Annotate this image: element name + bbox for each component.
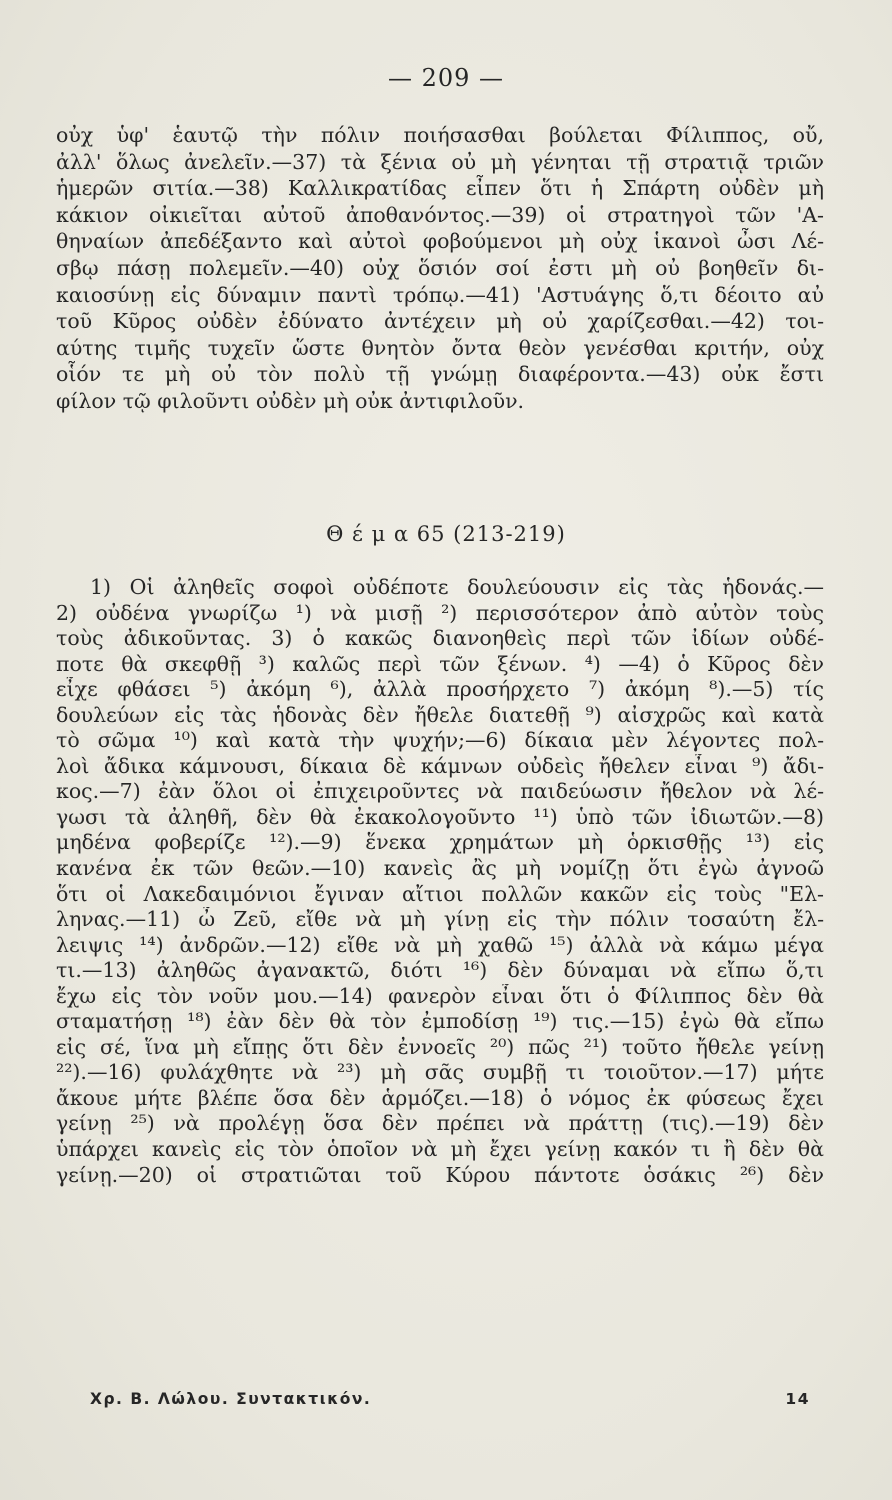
text-line: τὸ σῶμα ¹⁰) καὶ κατὰ τὴν ψυχήν;—6) δίκαια μὲν λέγοντες πολ-	[56, 728, 824, 753]
text-line: τοὺς ἀδικοῦντας. 3) ὁ κακῶς διανοηθεὶς περὶ τῶν ἰδίων οὐδέ-	[56, 626, 824, 651]
text-line: ληνας.—11) ὦ Ζεῦ, εἴθε νὰ μὴ γίνῃ εἰς τὴν πόλιν τοσαύτη ἔλ-	[56, 907, 824, 932]
passage-exercise	[56, 575, 824, 1188]
text-line: 1) Οἱ ἀληθεῖς σοφοὶ οὐδέποτε δουλεύουσιν εἰς τὰς ἡδονάς.—	[90, 575, 824, 599]
text-line: οὐχ ὑφ' ἑαυτῷ τὴν πόλιν ποιήσασθαι βούλεται Φίλιππος, οὔ,	[56, 123, 824, 147]
text-line: δουλεύων εἰς τὰς ἡδονὰς δὲν ἤθελε διατεθῇ ⁹) αἰσχρῶς καὶ κατὰ	[56, 702, 824, 727]
text-line: ἀλλ' ὅλως ἀνελεῖν.—37) τὰ ξένια οὐ μὴ γένηται τῇ στρατιᾷ τριῶν	[56, 149, 824, 174]
text-line: θηναίων ἀπεδέξαντο καὶ αὐτοὶ φοβούμενοι μὴ οὐχ ἱκανοὶ ὦσι Λέ-	[56, 229, 824, 254]
text-line: αύτης τιμῆς τυχεῖν ὥστε θνητὸν ὄντα θεὸν γενέσθαι κριτήν, οὐχ	[56, 335, 824, 360]
passage-top	[56, 122, 824, 415]
text-line: 2) οὐδένα γνωρίζω ¹) νὰ μισῇ ²) περισσότερον ἀπὸ αὐτὸν τοὺς	[56, 600, 824, 625]
text-line: γείνῃ.—20) οἱ στρατιῶται τοῦ Κύρου πάντοτε ὁσάκις ²⁶) δὲν	[56, 1162, 824, 1187]
text-line: φίλον τῷ φιλοῦντι οὐδὲν μὴ οὐκ ἀντιφιλοῦν.	[56, 388, 525, 413]
text-line: μηδένα φοβερίζε ¹²).—9) ἕνεκα χρημάτων μὴ ὁρκισθῇς ¹³) εἰς	[56, 830, 824, 855]
text-line: καιοσύνῃ εἰς δύναμιν παντὶ τρόπῳ.—41) 'Αστυάγης ὅ,τι δέοιτο αὐ	[56, 282, 824, 307]
page-number: — 209 —	[387, 64, 505, 92]
text-line: ποτε θὰ σκεφθῇ ³) καλῶς περὶ τῶν ξένων. ⁴) —4) ὁ Κῦρος δὲν	[56, 651, 824, 676]
text-line: ²²).—16) φυλάχθητε νὰ ²³) μὴ σᾶς συμβῇ τι τοιοῦτον.—17) μήτε	[56, 1060, 824, 1085]
text-line: γείνῃ ²⁵) νὰ προλέγῃ ὅσα δὲν πρέπει νὰ πράττῃ (τις).—19) δὲν	[56, 1111, 824, 1136]
text-line: κος.—7) ἐὰν ὅλοι οἱ ἐπιχειροῦντες νὰ παιδεύωσιν ἤθελον νὰ λέ-	[56, 779, 824, 804]
footer-text: Χρ. Β. Λώλου. Συντακτικόν.	[90, 1390, 372, 1408]
text-line: ἄκουε μήτε βλέπε ὅσα δὲν ἁρμόζει.—18) ὁ νόμος ἐκ φύσεως ἔχει	[56, 1085, 824, 1110]
text-line: γωσι τὰ ἀληθῆ, δὲν θὰ ἐκακολογοῦντο ¹¹) ὑπὸ τῶν ἰδιωτῶν.—8)	[56, 804, 824, 829]
text-line: σβῳ πάσῃ πολεμεῖν.—40) οὐχ ὅσιόν σοί ἐστι μὴ οὐ βοηθεῖν δι-	[56, 255, 824, 280]
text-line: ἡμερῶν σιτία.—38) Καλλικρατίδας εἶπεν ὅτι ἡ Σπάρτη οὐδὲν μὴ	[56, 176, 824, 201]
text-line: οἷόν τε μὴ οὐ τὸν πολὺ τῇ γνώμῃ διαφέροντα.—43) οὐκ ἔστι	[56, 362, 824, 387]
text-line: τοῦ Κῦρος οὐδὲν ἐδύνατο ἀντέχειν μὴ οὐ χαρίζεσθαι.—42) τοι-	[56, 309, 824, 334]
text-line: ὅτι οἱ Λακεδαιμόνιοι ἔγιναν αἴτιοι πολλῶν κακῶν εἰς τοὺς "Ελ-	[56, 881, 824, 906]
page-footer	[90, 1390, 810, 1408]
text-line: κάκιον οἰκιεῖται αὐτοῦ ἀποθανόντος.—39) οἱ στρατηγοὶ τῶν 'Α-	[56, 202, 824, 227]
text-line: λοὶ ἄδικα κάμνουσι, δίκαια δὲ κάμνων οὐδεὶς ἤθελεν εἶναι ⁹) ἄδι-	[56, 753, 824, 778]
text-line: ὑπάρχει κανεὶς εἰς τὸν ὁποῖον νὰ μὴ ἔχει γείνῃ κακόν τι ἢ δὲν θὰ	[56, 1137, 824, 1162]
text-line: ἔχω εἰς τὸν νοῦν μου.—14) φανερὸν εἶναι ὅτι ὁ Φίλιππος δὲν θὰ	[56, 983, 824, 1008]
text-line: τι.—13) ἀληθῶς ἀγανακτῶ, διότι ¹⁶) δὲν δύναμαι νὰ εἴπω ὅ,τι	[56, 958, 824, 983]
text-line: λειψις ¹⁴) ἀνδρῶν.—12) εἴθε νὰ μὴ χαθῶ ¹⁵) ἀλλὰ νὰ κάμω μέγα	[56, 932, 824, 957]
signature-mark: 14	[785, 1390, 810, 1408]
exercise-heading: Θ έ μ α 65 (213-219)	[326, 522, 566, 546]
text-line: κανένα ἐκ τῶν θεῶν.—10) κανεὶς ἂς μὴ νομίζῃ ὅτι ἐγὼ ἀγνοῶ	[56, 856, 824, 881]
text-line: σταματήσῃ ¹⁸) ἐὰν δὲν θὰ τὸν ἐμποδίσῃ ¹⁹) τις.—15) ἐγὼ θὰ εἴπω	[56, 1009, 824, 1034]
text-line: εἶχε φθάσει ⁵) ἀκόμη ⁶), ἀλλὰ προσήρχετο ⁷) ἀκόμη ⁸).—5) τίς	[56, 677, 824, 702]
text-line: εἰς σέ, ἵνα μὴ εἴπῃς ὅτι δὲν ἐννοεῖς ²⁰) πῶς ²¹) τοῦτο ἤθελε γείνῃ	[56, 1034, 824, 1059]
